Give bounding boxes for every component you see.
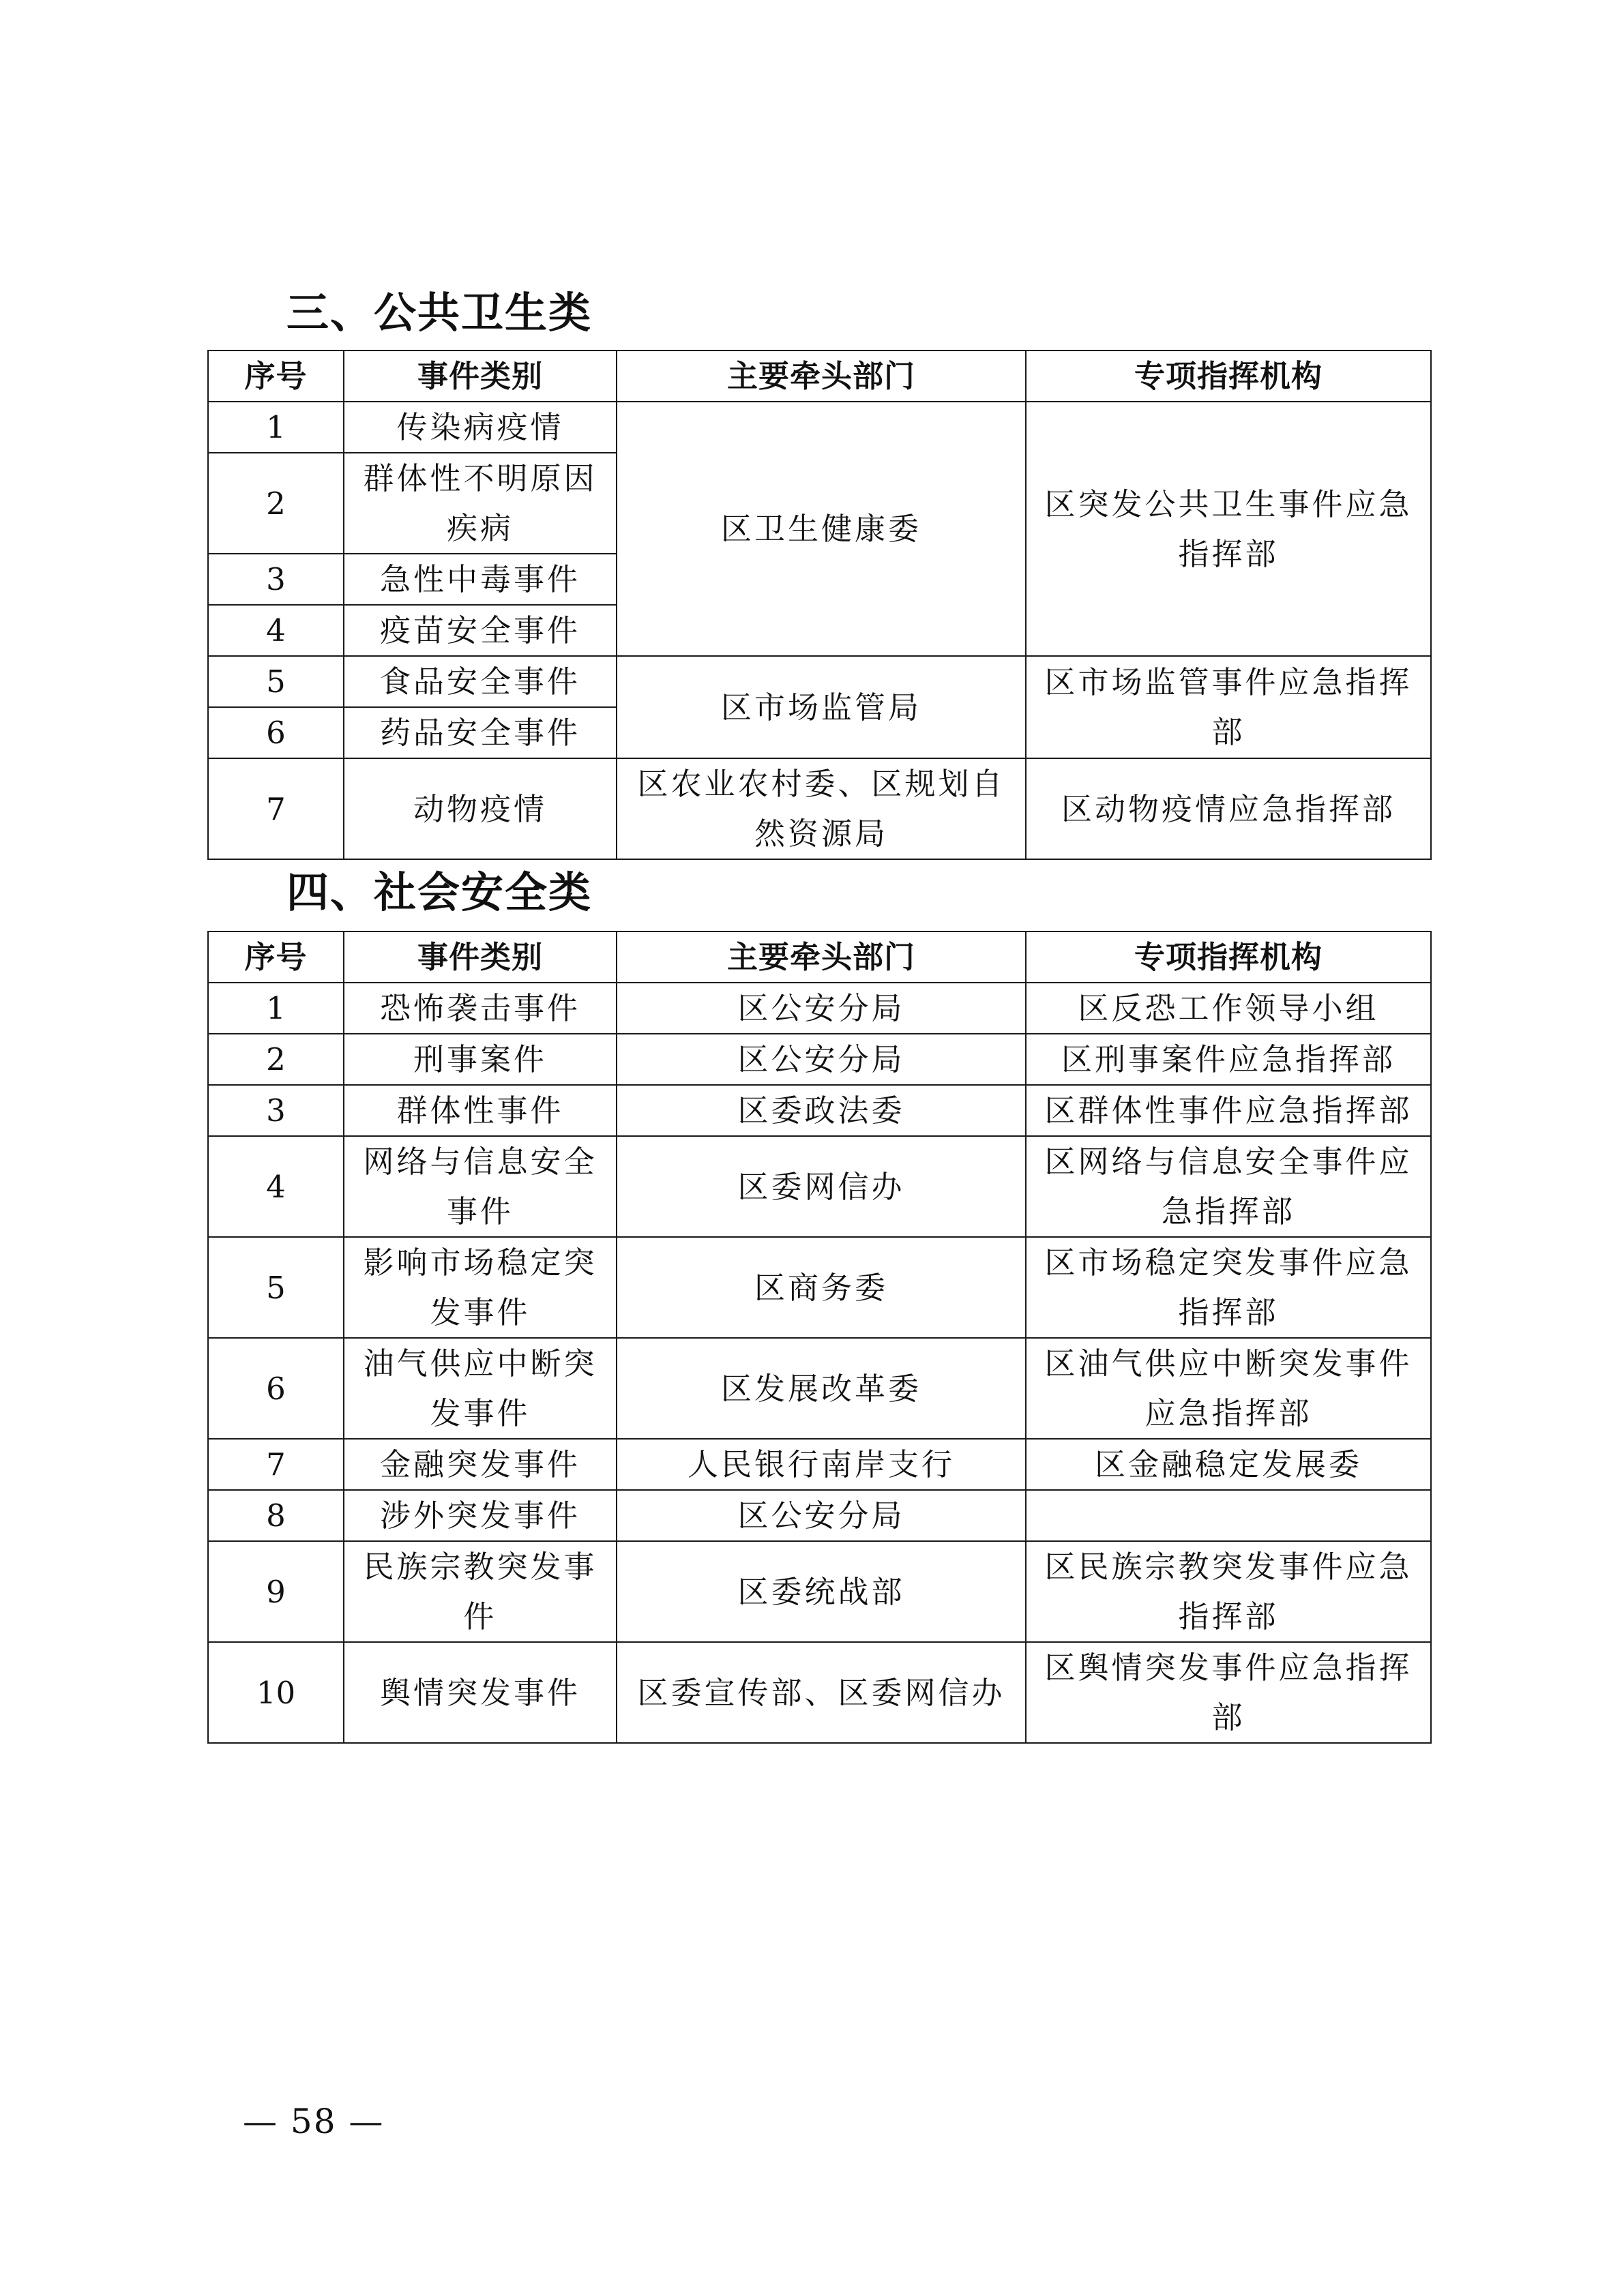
row-type: 传染病疫情 <box>344 402 617 453</box>
row-dept: 区公安分局 <box>617 1034 1026 1085</box>
row-no: 2 <box>208 1034 344 1085</box>
table-header-row <box>208 351 1431 402</box>
social-security-table <box>207 931 1432 1744</box>
section-title-social-security: 四、社会安全类 <box>286 867 593 917</box>
row-type: 疫苗安全事件 <box>344 605 617 656</box>
row-command: 区市场监管事件应急指挥部 <box>1026 656 1431 758</box>
row-type: 民族宗教突发事件 <box>344 1541 617 1642</box>
row-no: 7 <box>208 1439 344 1490</box>
table-row <box>208 1338 1431 1439</box>
row-type: 群体性事件 <box>344 1085 617 1136</box>
table-row <box>208 1642 1431 1743</box>
row-dept: 区委宣传部、区委网信办 <box>617 1642 1026 1743</box>
row-no: 1 <box>208 402 344 453</box>
table-header-row <box>208 931 1431 983</box>
row-dept: 区委网信办 <box>617 1136 1026 1237</box>
row-command: 区动物疫情应急指挥部 <box>1026 758 1431 859</box>
header-type: 事件类别 <box>344 931 617 983</box>
row-dept: 区商务委 <box>617 1237 1026 1338</box>
row-dept: 区委统战部 <box>617 1541 1026 1642</box>
row-dept: 区卫生健康委 <box>617 402 1026 656</box>
row-dept: 区农业农村委、区规划自然资源局 <box>617 758 1026 859</box>
row-command: 区突发公共卫生事件应急指挥部 <box>1026 402 1431 656</box>
row-type: 影响市场稳定突发事件 <box>344 1237 617 1338</box>
row-dept: 区市场监管局 <box>617 656 1026 758</box>
row-no: 3 <box>208 1085 344 1136</box>
row-type: 金融突发事件 <box>344 1439 617 1490</box>
table-row <box>208 758 1431 859</box>
row-type: 急性中毒事件 <box>344 554 617 605</box>
table-row <box>208 1034 1431 1085</box>
row-no: 3 <box>208 554 344 605</box>
row-type: 网络与信息安全事件 <box>344 1136 617 1237</box>
table-row <box>208 1136 1431 1237</box>
row-no: 5 <box>208 656 344 707</box>
row-no: 4 <box>208 1136 344 1237</box>
row-no: 6 <box>208 1338 344 1439</box>
header-dept: 主要牵头部门 <box>617 351 1026 402</box>
row-command: 区刑事案件应急指挥部 <box>1026 1034 1431 1085</box>
header-no: 序号 <box>208 351 344 402</box>
table-row <box>208 656 1431 707</box>
row-no: 9 <box>208 1541 344 1642</box>
row-command: 区舆情突发事件应急指挥部 <box>1026 1642 1431 1743</box>
row-command: 区群体性事件应急指挥部 <box>1026 1085 1431 1136</box>
row-dept: 区委政法委 <box>617 1085 1026 1136</box>
table-row <box>208 1439 1431 1490</box>
table-row <box>208 983 1431 1034</box>
row-no: 2 <box>208 453 344 554</box>
row-no: 1 <box>208 983 344 1034</box>
public-health-table <box>207 350 1432 860</box>
row-type: 舆情突发事件 <box>344 1642 617 1743</box>
row-command: 区网络与信息安全事件应急指挥部 <box>1026 1136 1431 1237</box>
row-command: 区反恐工作领导小组 <box>1026 983 1431 1034</box>
row-dept: 人民银行南岸支行 <box>617 1439 1026 1490</box>
row-no: 8 <box>208 1490 344 1541</box>
row-command: 区市场稳定突发事件应急指挥部 <box>1026 1237 1431 1338</box>
row-command: 区金融稳定发展委 <box>1026 1439 1431 1490</box>
row-no: 4 <box>208 605 344 656</box>
row-type: 刑事案件 <box>344 1034 617 1085</box>
table-row <box>208 402 1431 453</box>
row-no: 6 <box>208 707 344 758</box>
row-dept: 区公安分局 <box>617 983 1026 1034</box>
row-type: 群体性不明原因疾病 <box>344 453 617 554</box>
row-command <box>1026 1490 1431 1541</box>
table-row <box>208 1237 1431 1338</box>
row-type: 药品安全事件 <box>344 707 617 758</box>
row-type: 食品安全事件 <box>344 656 617 707</box>
header-dept: 主要牵头部门 <box>617 931 1026 983</box>
header-command: 专项指挥机构 <box>1026 931 1431 983</box>
header-type: 事件类别 <box>344 351 617 402</box>
row-no: 5 <box>208 1237 344 1338</box>
table-row <box>208 1490 1431 1541</box>
page-number: — 58 — <box>243 2102 385 2141</box>
header-no: 序号 <box>208 931 344 983</box>
row-command: 区油气供应中断突发事件应急指挥部 <box>1026 1338 1431 1439</box>
table-row <box>208 1085 1431 1136</box>
row-type: 涉外突发事件 <box>344 1490 617 1541</box>
row-command: 区民族宗教突发事件应急指挥部 <box>1026 1541 1431 1642</box>
row-dept: 区发展改革委 <box>617 1338 1026 1439</box>
row-no: 10 <box>208 1642 344 1743</box>
table-row <box>208 1541 1431 1642</box>
header-command: 专项指挥机构 <box>1026 351 1431 402</box>
row-type: 动物疫情 <box>344 758 617 859</box>
row-type: 油气供应中断突发事件 <box>344 1338 617 1439</box>
row-no: 7 <box>208 758 344 859</box>
section-title-public-health: 三、公共卫生类 <box>286 288 593 338</box>
row-type: 恐怖袭击事件 <box>344 983 617 1034</box>
row-dept: 区公安分局 <box>617 1490 1026 1541</box>
